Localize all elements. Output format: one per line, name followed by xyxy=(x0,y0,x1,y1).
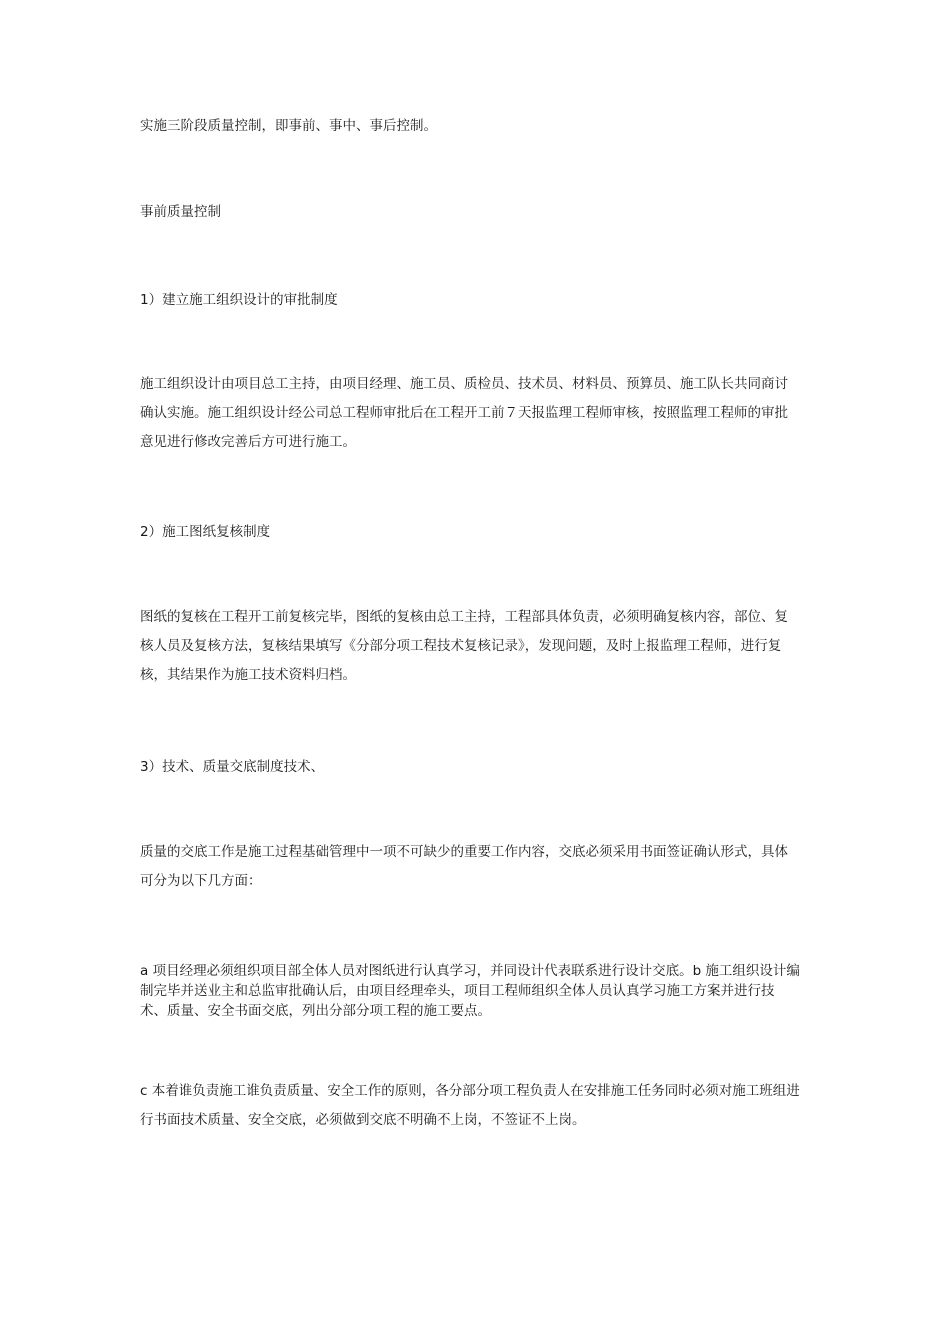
subheading-2: 2）施工图纸复核制度 xyxy=(140,524,271,540)
body-paragraph-2: 图纸的复核在工程开工前复核完毕，图纸的复核由总工主持，工程部具体负责，必须明确复核内容，部位、复核人员及复核方法，复核结果填写《分部分项工程技术复核记录》，发现问题，及时上报监理工程师，进行复核，其结果作为施工技术资料归档。 xyxy=(140,609,788,683)
subheading-1: 1）建立施工组织设计的审批制度 xyxy=(140,292,338,308)
section-heading-pre-control: 事前质量控制 xyxy=(140,204,221,220)
body-paragraph-4: a 项目经理必须组织项目部全体人员对图纸进行认真学习，并同设计代表联系进行设计交底。b 施工组织设计编制完毕并送业主和总监审批确认后，由项目经理牵头，项目工程师组织全体人员认真学习施工方案并进行技术、质量、安全书面交底，列出分部分项工程的施工要点。 xyxy=(140,963,800,1019)
body-paragraph-1: 施工组织设计由项目总工主持，由项目经理、施工员、质检员、技术员、材料员、预算员、施工队长共同商讨确认实施。施工组织设计经公司总工程师审批后在工程开工前７天报监理工程师审核，按照监理工程师的审批意见进行修改完善后方可进行施工。 xyxy=(140,376,788,450)
body-paragraph-3: 质量的交底工作是施工过程基础管理中一项不可缺少的重要工作内容，交底必须采用书面签证确认形式，具体可分为以下几方面： xyxy=(140,844,788,889)
body-paragraph-5: c 本着谁负责施工谁负责质量、安全工作的原则，各分部分项工程负责人在安排施工任务同时必须对施工班组进行书面技术质量、安全交底，必须做到交底不明确不上岗，不签证不上岗。 xyxy=(140,1083,800,1128)
intro-paragraph: 实施三阶段质量控制，即事前、事中、事后控制。 xyxy=(140,118,437,134)
subheading-3: 3）技术、质量交底制度技术、 xyxy=(140,759,325,775)
